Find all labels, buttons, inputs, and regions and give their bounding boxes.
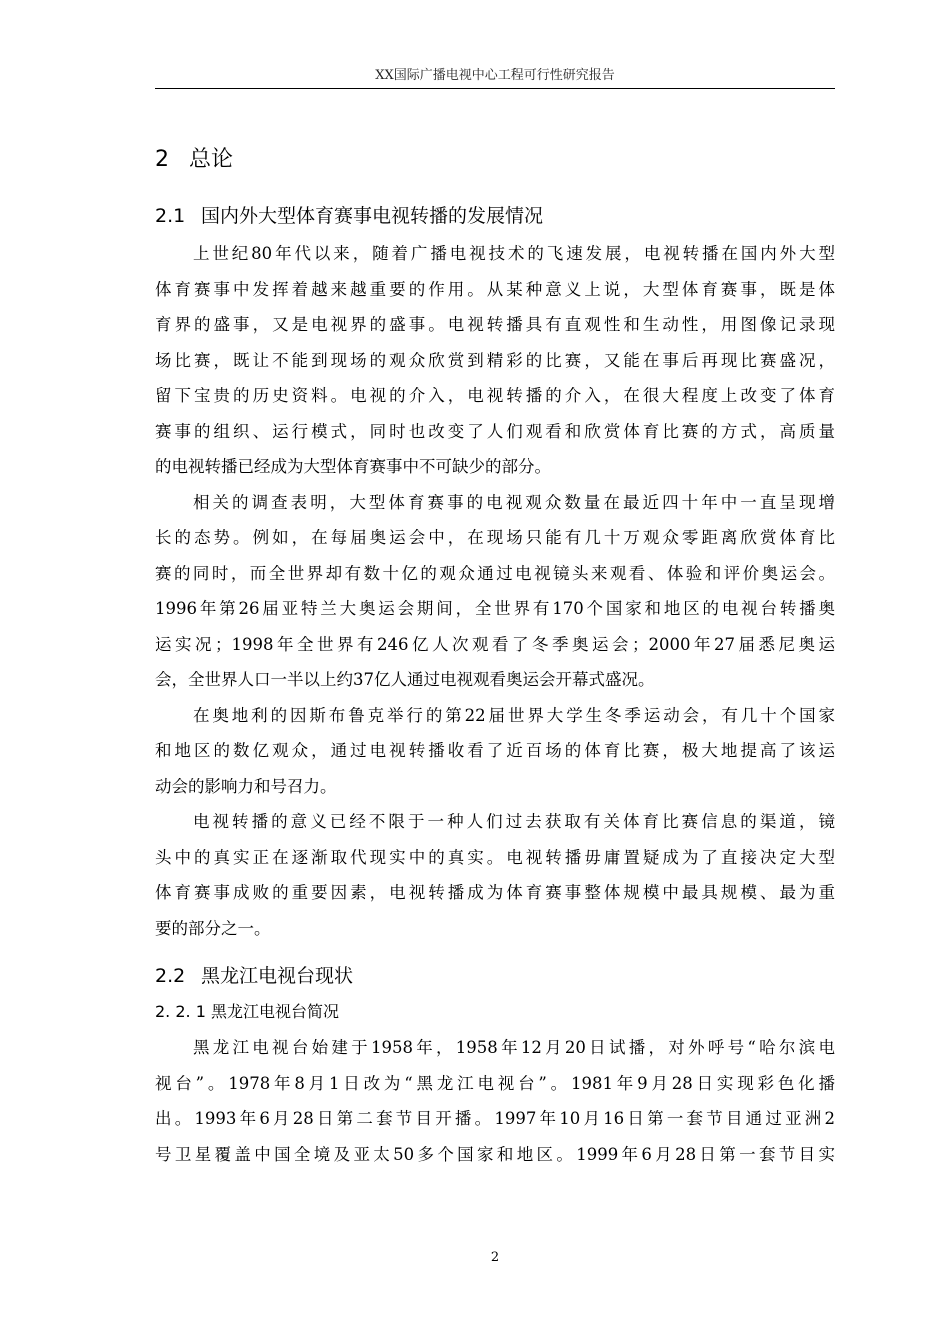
paragraph-line: 要的部分之一。	[155, 918, 271, 938]
paragraph-line: 动会的影响力和号召力。	[155, 776, 337, 796]
chapter-number: 2	[155, 147, 169, 172]
section-title: 黑龙江电视台现状	[201, 965, 354, 987]
paragraph-line: 赛的同时，而全世界却有数十亿的观众通过电视镜头来观看、体验和评价奥运会。	[155, 563, 835, 583]
paragraph-line: 会，全世界人口一半以上约37亿人通过电视观看奥运会开幕式盛况。	[155, 670, 655, 689]
paragraph-line: 场比赛，既让不能到现场的观众欣赏到精彩的比赛，又能在事后再现比赛盛况，	[155, 350, 835, 370]
subsection-heading-2-2-1	[155, 996, 835, 1028]
running-header: XX国际广播电视中心工程可行性研究报告	[375, 68, 615, 83]
page-number: 2	[490, 1250, 500, 1265]
page-content	[155, 142, 835, 1172]
paragraph-line: 在奥地利的因斯布鲁克举行的第22届世界大学生冬季运动会，有几十个国家	[192, 705, 835, 725]
paragraph-line: 相关的调查表明，大型体育赛事的电视观众数量在最近四十年中一直呈现增	[192, 492, 835, 512]
chapter-heading	[155, 142, 835, 178]
paragraph-line: 视台”。1978年8月1日改为“黑龙江电视台”。1981年9月28日实现彩色化播	[155, 1073, 835, 1093]
header-rule	[155, 88, 835, 89]
paragraph-line: 长的态势。例如，在每届奥运会中，在现场只能有几十万观众零距离欣赏体育比	[155, 528, 835, 547]
chapter-title: 总论	[189, 147, 234, 172]
paragraph-line: 赛事的组织、运行模式，同时也改变了人们观看和欣赏体育比赛的方式，高质量	[155, 421, 835, 441]
section-title: 国内外大型体育赛事电视转播的发展情况	[201, 205, 544, 227]
paragraph-line: 体育赛事成败的重要因素，电视转播成为体育赛事整体规模中最具规模、最为重	[155, 883, 835, 902]
paragraph-line: 的电视转播已经成为大型体育赛事中不可缺少的部分。	[155, 457, 551, 476]
paragraph-line: 电视转播的意义已经不限于一种人们过去获取有关体育比赛信息的渠道，镜	[192, 812, 835, 831]
section-number: 2.1	[155, 205, 186, 227]
paragraph-line: 黑龙江电视台始建于1958年，1958年12月20日试播，对外呼号“哈尔滨电	[192, 1038, 835, 1057]
paragraph-line: 1996年第26届亚特兰大奥运会期间，全世界有170个国家和地区的电视台转播奥	[155, 599, 835, 618]
paragraph-line: 号卫星覆盖中国全境及亚太50多个国家和地区。1999年6月28日第一套节目实	[155, 1144, 835, 1164]
paragraph-line: 育界的盛事，又是电视界的盛事。电视转播具有直观性和生动性，用图像记录现	[155, 315, 835, 334]
paragraph-line: 上世纪80年代以来，随着广播电视技术的飞速发展，电视转播在国内外大型	[192, 244, 835, 263]
section-heading-2-2	[155, 960, 835, 992]
paragraph-line: 体育赛事中发挥着越来越重要的作用。从某种意义上说，大型体育赛事，既是体	[155, 279, 835, 299]
paragraph	[155, 1030, 835, 1172]
paragraph-line: 出。1993年6月28日第二套节目开播。1997年10月16日第一套节目通过亚洲2	[155, 1109, 835, 1128]
subsection-title: 黑龙江电视台简况	[211, 1002, 340, 1021]
paragraph-line: 留下宝贵的历史资料。电视的介入，电视转播的介入，在很大程度上改变了体育	[155, 386, 835, 405]
paragraph-line: 和地区的数亿观众，通过电视转播收看了近百场的体育比赛，极大地提高了该运	[155, 741, 835, 760]
subsection-number: 2. 2. 1	[155, 1002, 206, 1021]
paragraph	[155, 698, 835, 805]
section-heading-2-1	[155, 200, 835, 232]
paragraph	[155, 236, 835, 485]
paragraph-line: 头中的真实正在逐渐取代现实中的真实。电视转播毋庸置疑成为了直接决定大型	[155, 847, 835, 867]
section-number: 2.2	[155, 965, 186, 987]
paragraph	[155, 485, 835, 698]
paragraph	[155, 804, 835, 946]
paragraph-line: 运实况；1998年全世界有246亿人次观看了冬季奥运会；2000年27届悉尼奥运	[155, 634, 835, 654]
